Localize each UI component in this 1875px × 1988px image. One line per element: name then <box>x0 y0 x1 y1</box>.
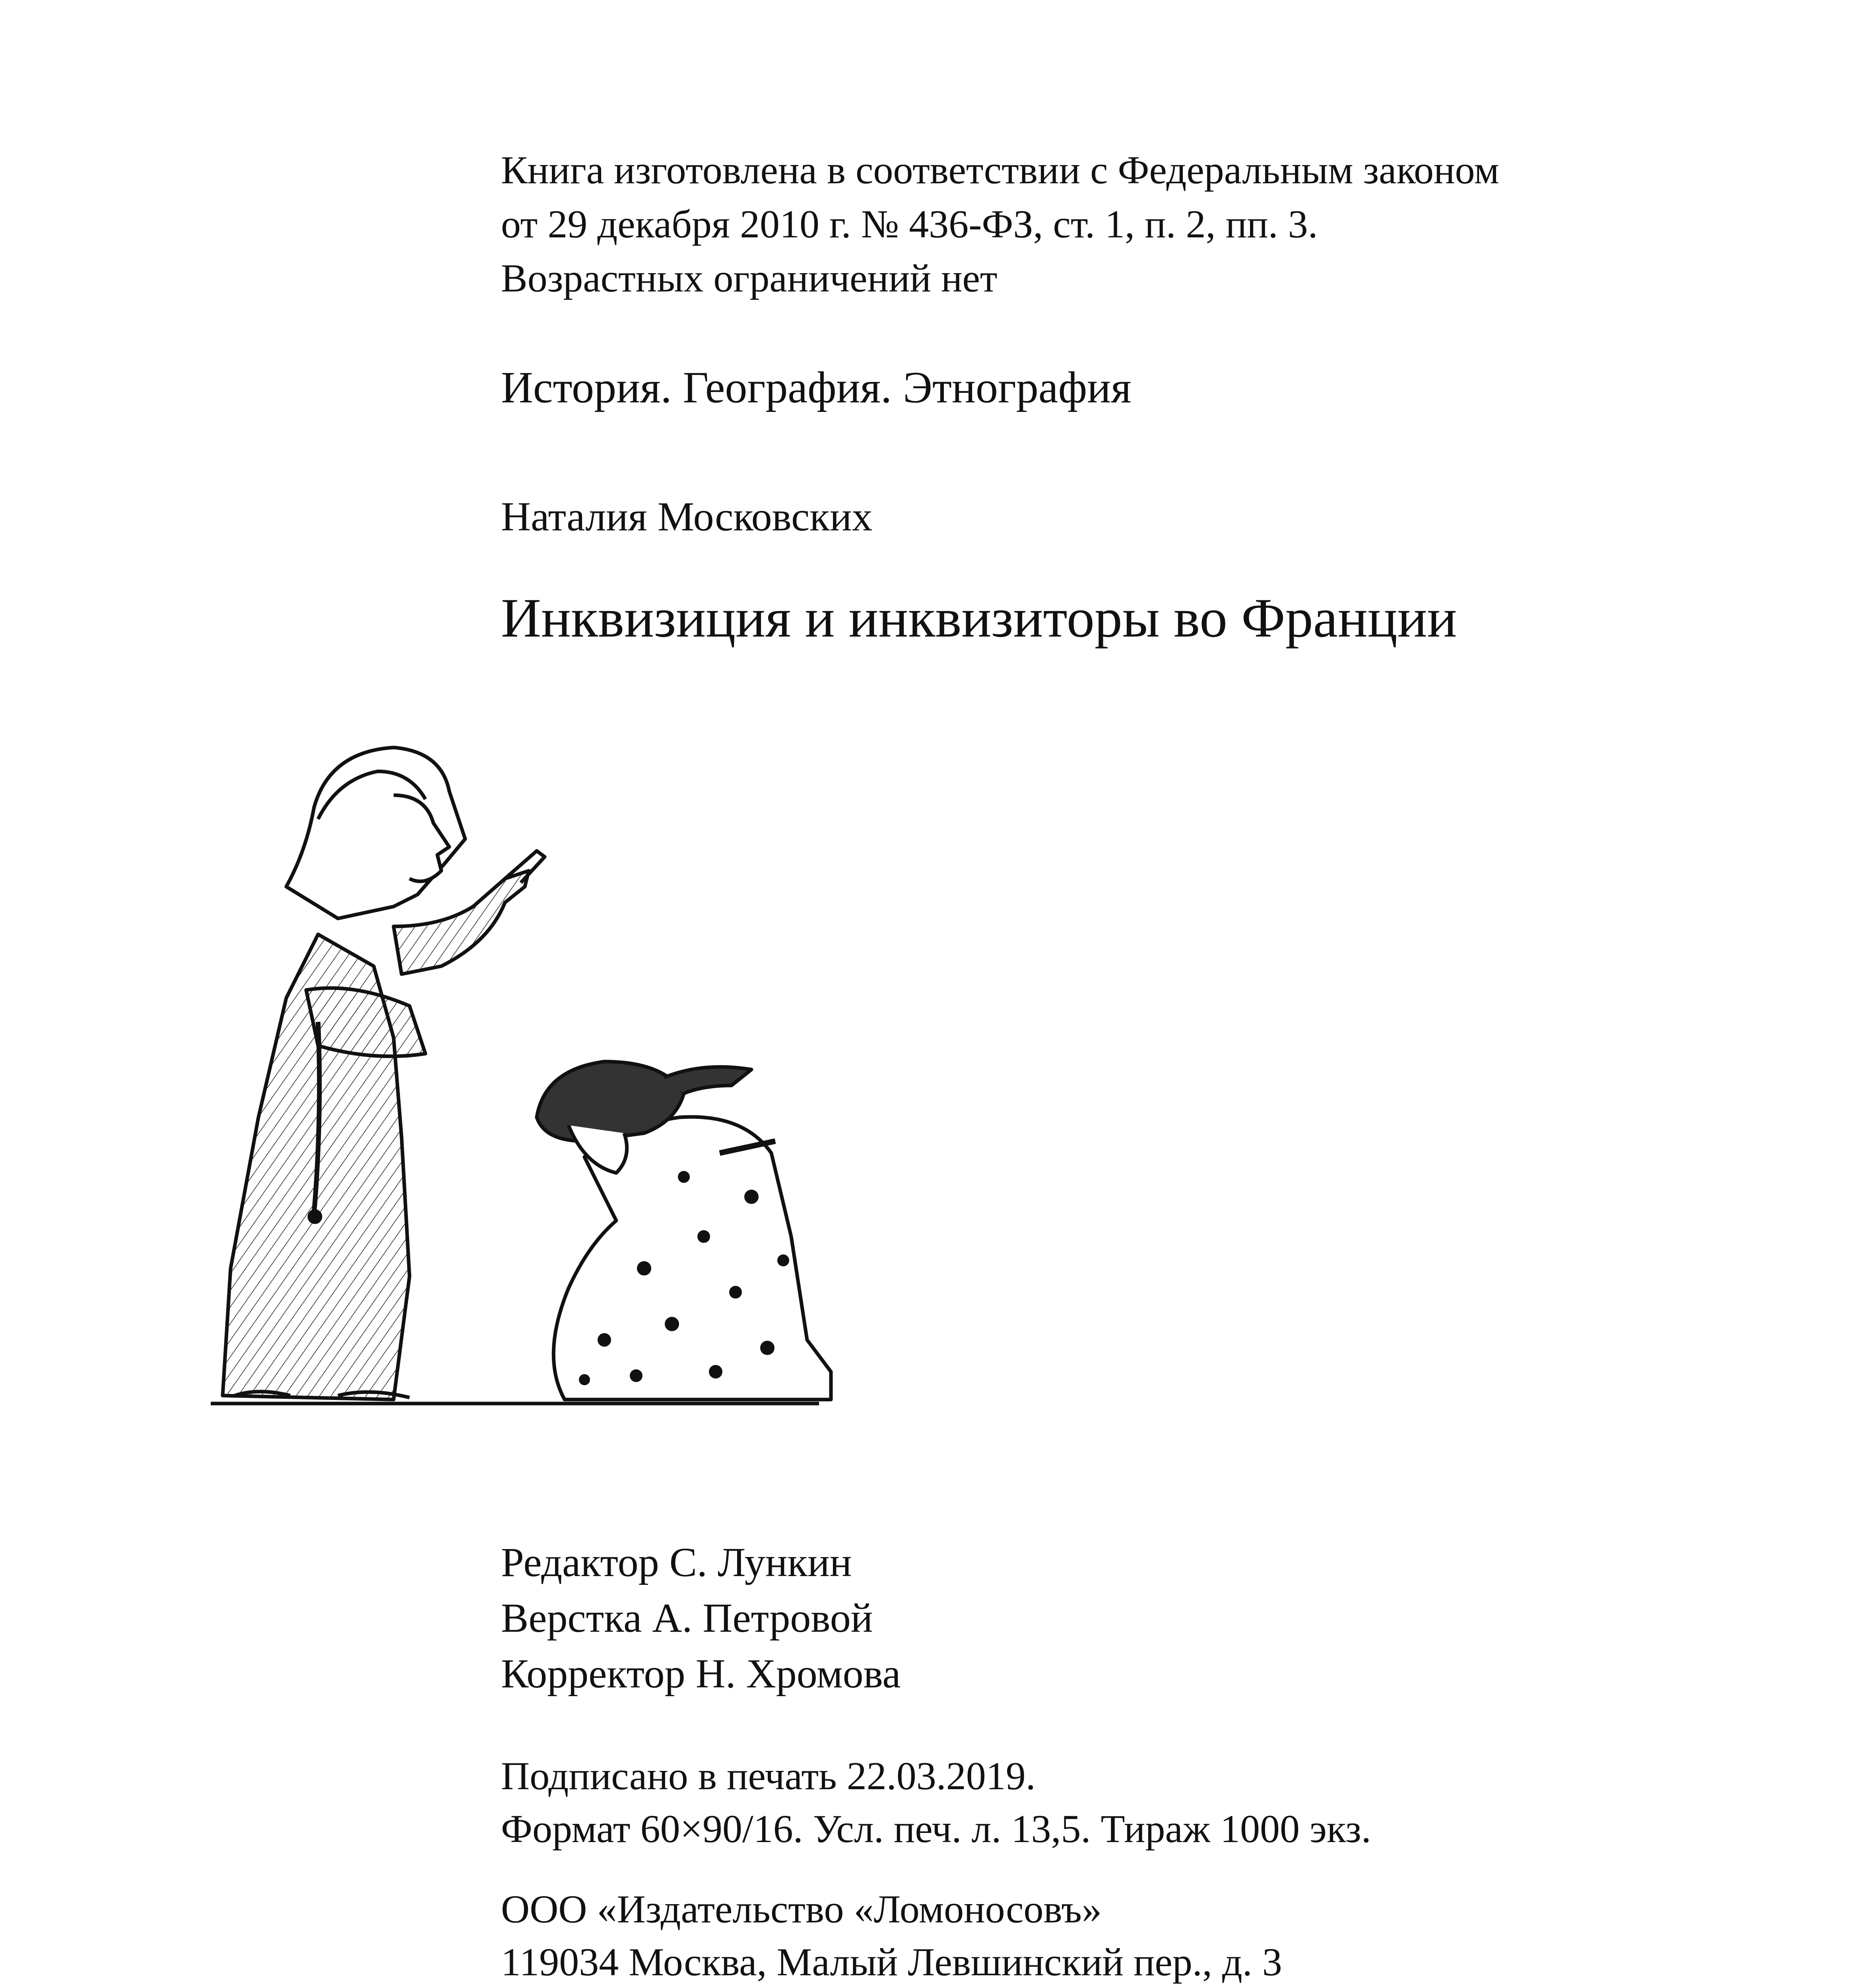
publisher-info <box>501 1883 1282 1988</box>
print-info <box>501 1749 1371 1855</box>
editor-credit: Редактор С. Лункин <box>501 1540 852 1585</box>
category: История. География. Этнография <box>501 363 1132 412</box>
kneeling-woman-figure <box>537 1062 831 1400</box>
publisher-address: 119034 Москва, Малый Левшинский пер., д. 3 <box>501 1940 1282 1984</box>
proofreader-credit: Корректор Н. Хромова <box>501 1651 901 1697</box>
legal-line-1: Книга изготовлена в соответствии с Федеральным законом <box>501 148 1499 192</box>
format-info: Формат 60×90/16. Усл. печ. л. 13,5. Тираж 1000 экз. <box>501 1807 1371 1851</box>
legal-line-3: Возрастных ограничений нет <box>501 256 998 300</box>
book-title: Инквизиция и инквизиторы во Франции <box>501 587 1457 649</box>
layout-credit: Верстка А. Петровой <box>501 1595 873 1641</box>
publisher-name: ООО «Издательство «Ломоносовъ» <box>501 1887 1102 1931</box>
monk-and-kneeling-woman-illustration <box>187 720 855 1435</box>
monk-figure <box>223 747 545 1400</box>
signed-to-print: Подписано в печать 22.03.2019. <box>501 1754 1036 1798</box>
legal-notice <box>501 143 1499 305</box>
legal-line-2: от 29 декабря 2010 г. № 436-ФЗ, ст. 1, п. 2, пп. 3. <box>501 202 1318 246</box>
author-name: Наталия Московских <box>501 494 873 540</box>
credits <box>501 1535 901 1702</box>
